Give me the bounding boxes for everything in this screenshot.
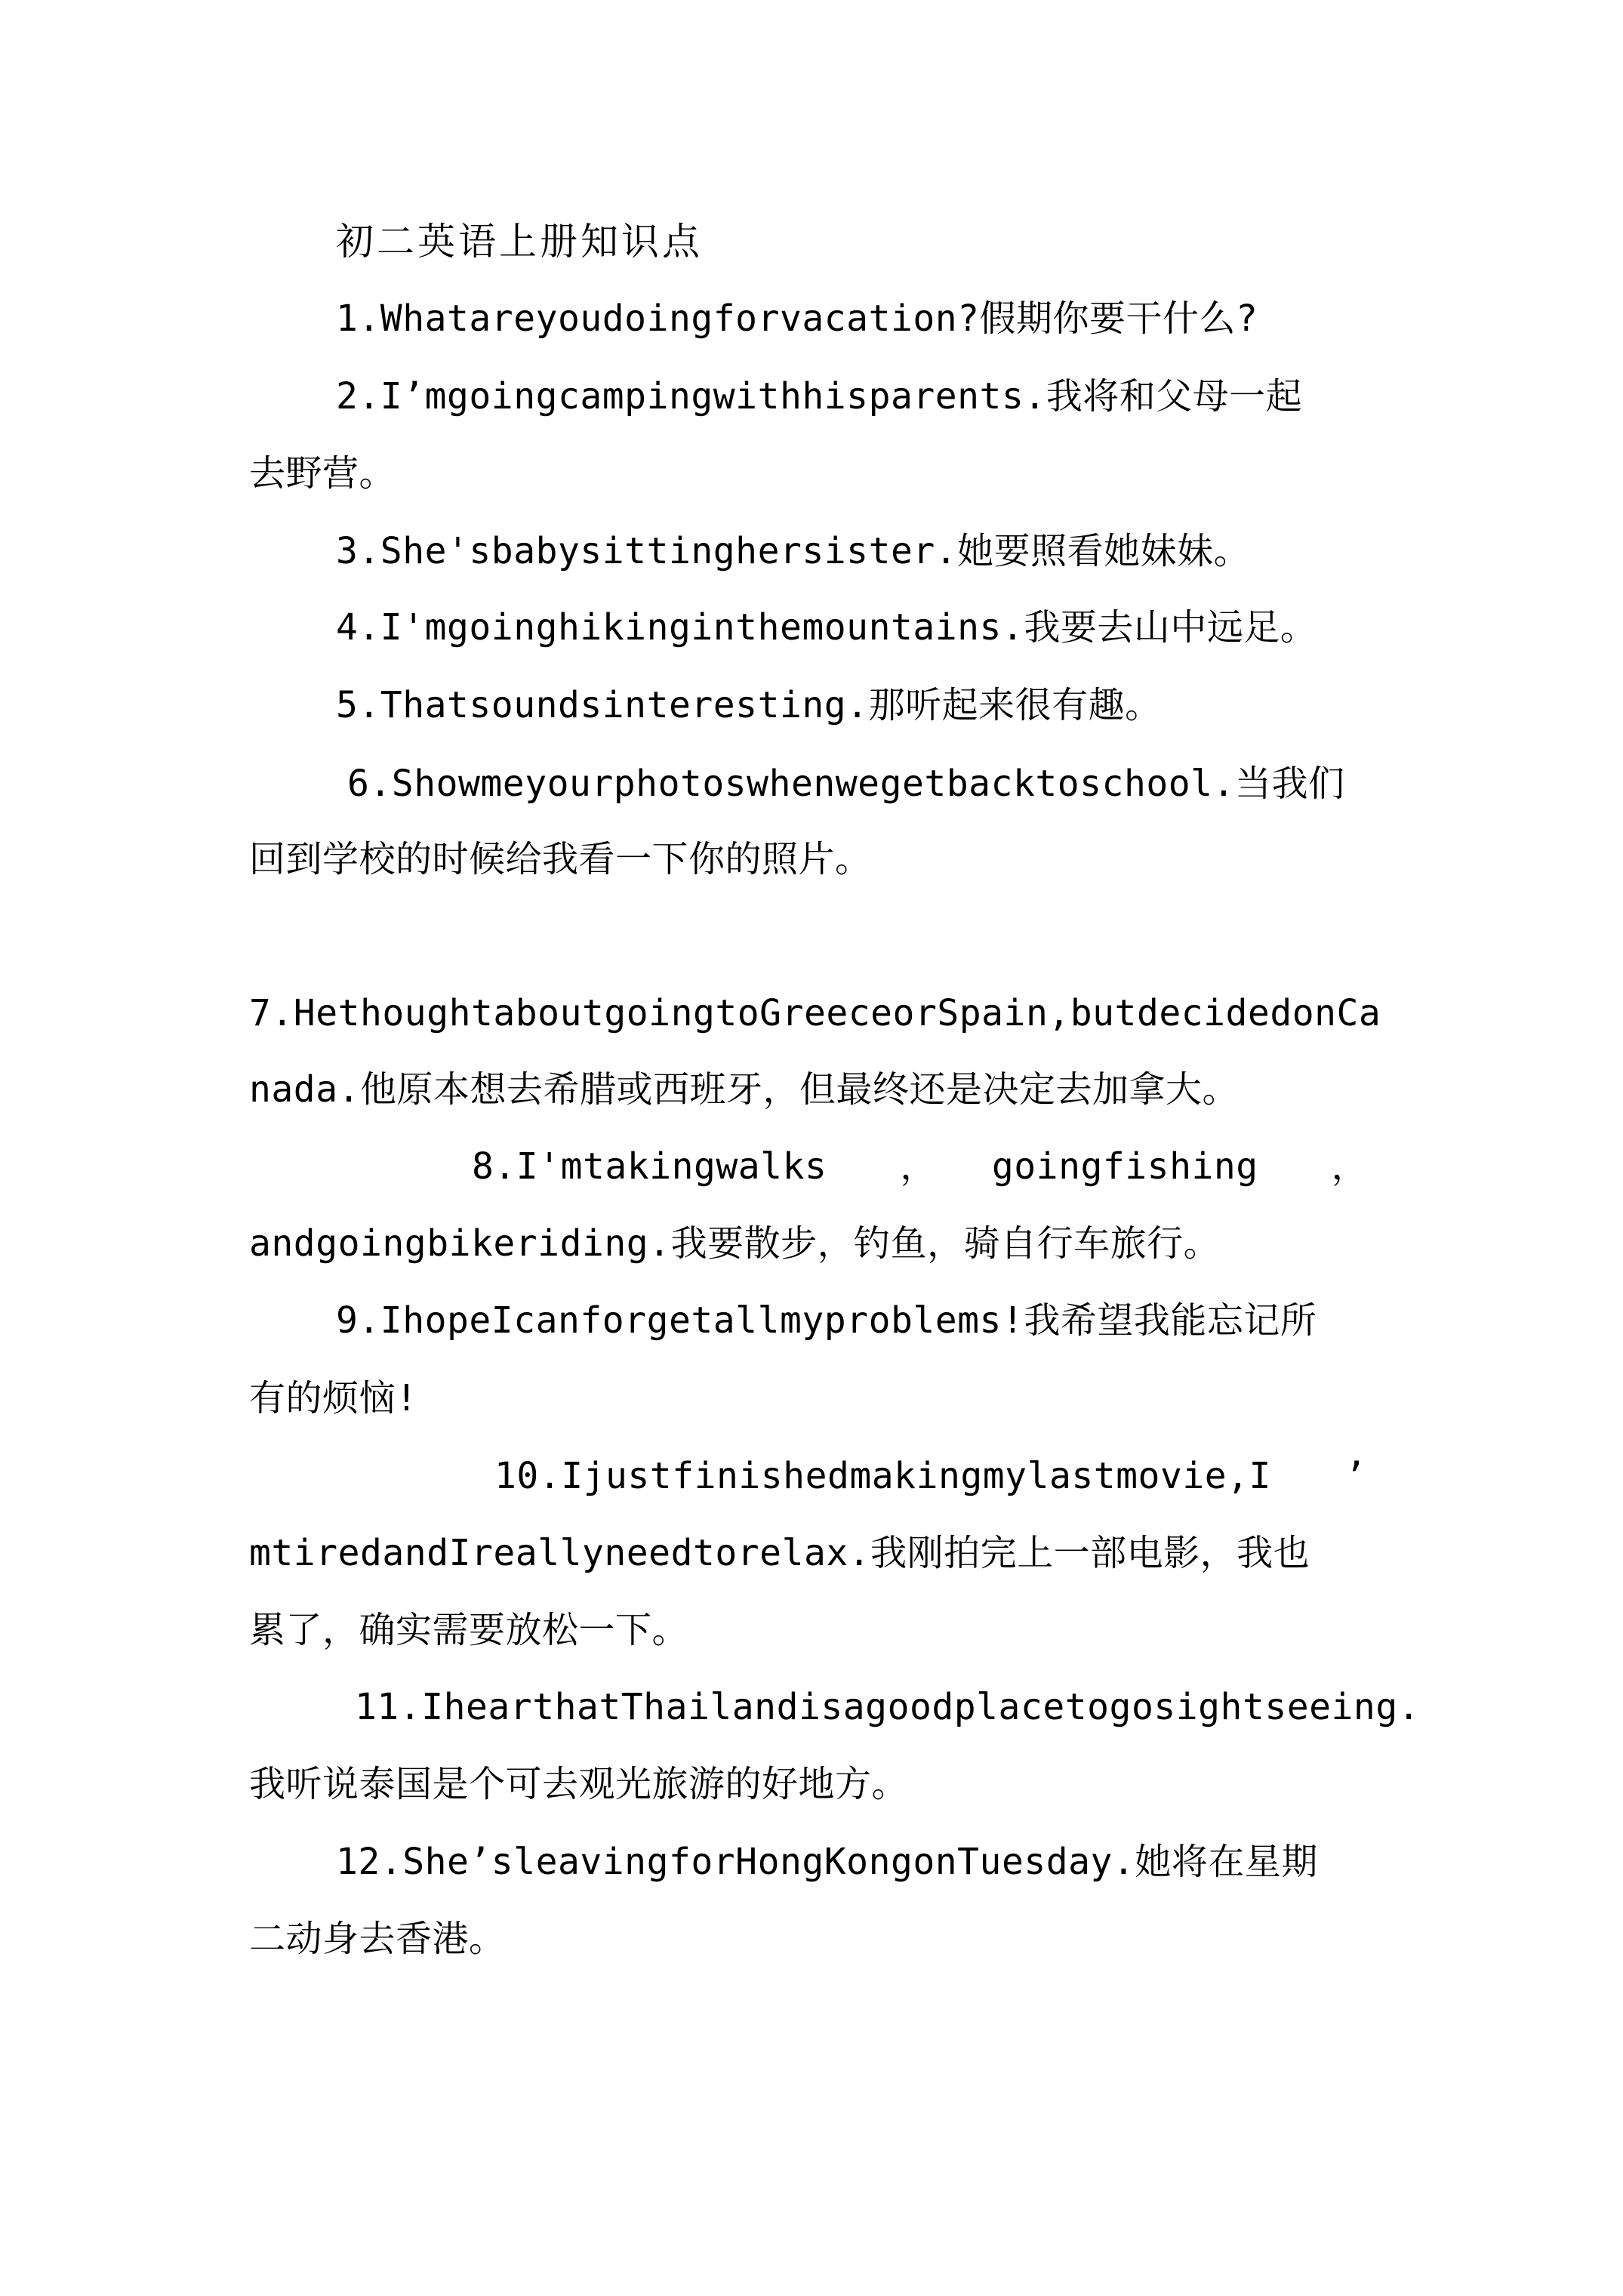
text-line-2b: 去野营。 <box>249 452 396 495</box>
text-line-11a: 11.IhearthatThailandisagoodplacetogosightseeing. <box>355 1686 1421 1728</box>
text-line-8a: 8.I'mtakingwalks ， goingfishing ， <box>472 1145 1369 1188</box>
text-line-10c: 累了，确实需要放松一下。 <box>249 1609 689 1651</box>
text-line-4: 4.I'mgoinghikinginthemountains.我要去山中远足。 <box>336 606 1317 649</box>
text-line-8b: andgoingbikeriding.我要散步，钓鱼，骑自行车旅行。 <box>249 1222 1221 1265</box>
text-line-11b: 我听说泰国是个可去观光旅游的好地方。 <box>249 1763 909 1805</box>
text-line-1: 1.Whatareyoudoingforvacation?假期你要干什么? <box>336 297 1258 340</box>
text-line-9a: 9.IhopeIcanforgetallmyproblems!我希望我能忘记所 <box>336 1299 1317 1342</box>
page-title: 初二英语上册知识点 <box>336 220 703 264</box>
text-line-10a: 10.Ijustfinishedmakingmylastmovie,I ’ <box>494 1455 1367 1497</box>
text-line-7b: nada.他原本想去希腊或西班牙，但最终还是决定去加拿大。 <box>249 1068 1239 1111</box>
text-line-10b: mtiredandIreallyneedtorelax.我刚拍完上一部电影，我也 <box>249 1532 1310 1574</box>
text-line-6b: 回到学校的时候给我看一下你的照片。 <box>249 838 872 880</box>
text-line-2a: 2.I’mgoingcampingwithhisparents.我将和父母一起 <box>336 375 1303 418</box>
text-line-6a: 6.Showmeyourphotoswhenwegetbacktoschool.当我们 <box>347 763 1345 805</box>
text-line-7a: 7.HethoughtaboutgoingtoGreeceorSpain,butdecidedonCa <box>249 992 1381 1034</box>
text-line-12a: 12.She’sleavingforHongKongonTuesday.她将在星期 <box>336 1841 1318 1883</box>
text-line-5: 5.Thatsoundsinteresting.那听起来很有趣。 <box>336 684 1162 726</box>
text-line-12b: 二动身去香港。 <box>249 1918 506 1960</box>
text-line-9b: 有的烦恼! <box>249 1377 418 1419</box>
text-line-3: 3.She'sbabysittinghersister.她要照看她妹妹。 <box>336 530 1251 572</box>
